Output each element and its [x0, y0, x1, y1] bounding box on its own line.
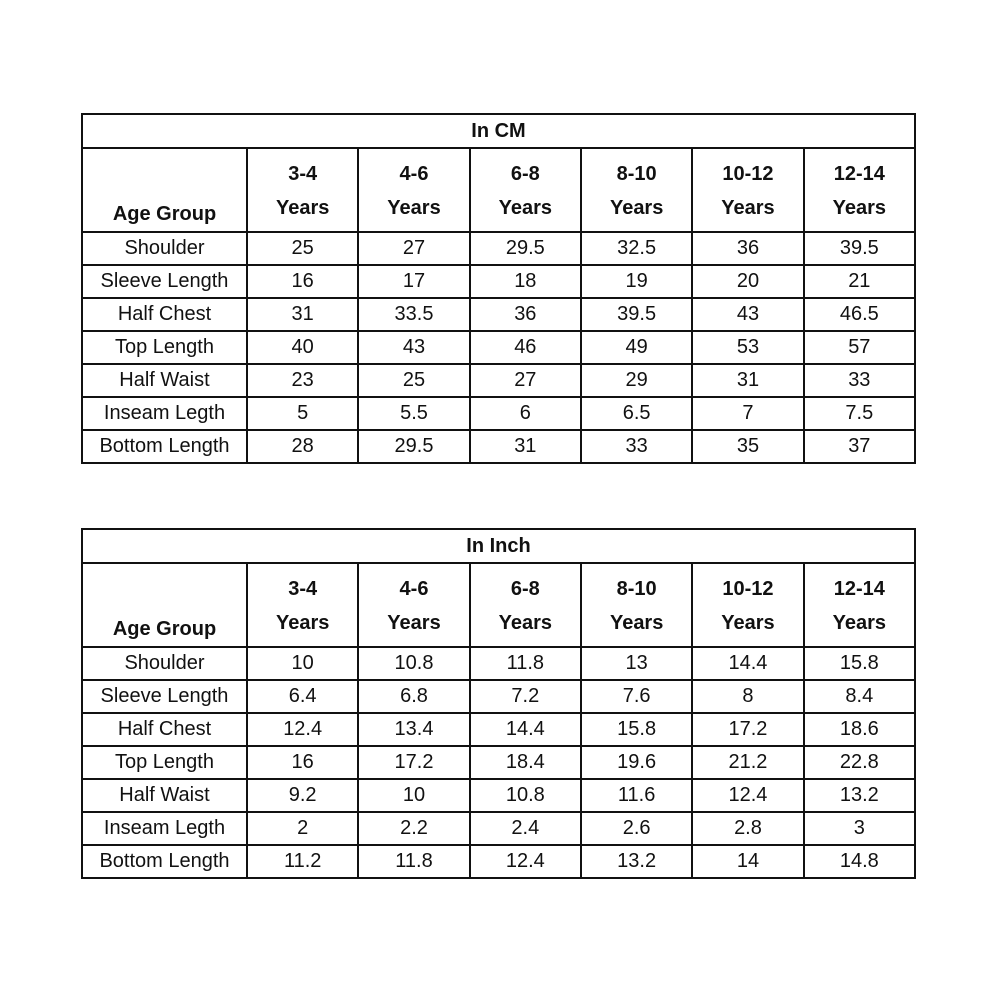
table-cell: 29.5 — [470, 232, 581, 265]
table-cell: 2.8 — [692, 812, 803, 845]
table-cell: 53 — [692, 331, 803, 364]
table-cell: 31 — [247, 298, 358, 331]
table-cell: 37 — [804, 430, 915, 463]
table-cell: 36 — [470, 298, 581, 331]
row-label: Inseam Legth — [82, 812, 247, 845]
column-header — [804, 563, 915, 647]
table-cell: 10.8 — [358, 647, 469, 680]
table-cell: 10.8 — [470, 779, 581, 812]
column-header — [358, 563, 469, 647]
column-header-unit: Years — [275, 197, 330, 219]
table-cell: 5 — [247, 397, 358, 430]
table-cell: 43 — [692, 298, 803, 331]
table-cell: 36 — [692, 232, 803, 265]
table-cell: 8 — [692, 680, 803, 713]
column-header — [247, 148, 358, 232]
column-header-range: 3-4 — [288, 578, 318, 600]
header-row — [82, 563, 915, 647]
table-cell: 16 — [247, 265, 358, 298]
row-label: Bottom Length — [82, 430, 247, 463]
column-header-unit: Years — [609, 197, 664, 219]
column-header-range: 3-4 — [288, 163, 318, 185]
table-cell: 20 — [692, 265, 803, 298]
table-row — [82, 680, 915, 713]
table-cell: 46.5 — [804, 298, 915, 331]
table-cell: 10 — [247, 647, 358, 680]
table-cell: 39.5 — [804, 232, 915, 265]
table-cell: 5.5 — [358, 397, 469, 430]
table-cell: 17 — [358, 265, 469, 298]
age-group-header: Age Group — [82, 563, 247, 647]
table-cell: 8.4 — [804, 680, 915, 713]
column-header — [247, 563, 358, 647]
table-cell: 13.2 — [581, 845, 692, 878]
column-header-unit: Years — [275, 612, 330, 634]
table-cell: 2.2 — [358, 812, 469, 845]
column-header-unit: Years — [498, 612, 553, 634]
column-header — [804, 148, 915, 232]
row-label: Half Chest — [82, 713, 247, 746]
column-header-range: 12-14 — [833, 163, 885, 185]
table-cell: 25 — [247, 232, 358, 265]
table-cell: 11.8 — [358, 845, 469, 878]
row-label: Shoulder — [82, 232, 247, 265]
table-cell: 19.6 — [581, 746, 692, 779]
row-label: Top Length — [82, 331, 247, 364]
size-table-cm — [81, 113, 916, 464]
row-label: Half Waist — [82, 779, 247, 812]
table-cell: 18.6 — [804, 713, 915, 746]
table-row — [82, 364, 915, 397]
table-cell: 39.5 — [581, 298, 692, 331]
table-row — [82, 265, 915, 298]
row-label: Sleeve Length — [82, 265, 247, 298]
column-header-unit: Years — [832, 612, 887, 634]
table-cell: 33 — [581, 430, 692, 463]
table-cell: 14.8 — [804, 845, 915, 878]
table-cell: 7.6 — [581, 680, 692, 713]
table-cell: 33 — [804, 364, 915, 397]
table-cell: 11.8 — [470, 647, 581, 680]
table-cell: 2.4 — [470, 812, 581, 845]
column-header-unit: Years — [387, 197, 441, 219]
column-header-range: 8-10 — [616, 163, 657, 185]
row-label: Shoulder — [82, 647, 247, 680]
table-cell: 19 — [581, 265, 692, 298]
table-cell: 14 — [692, 845, 803, 878]
column-header-range: 10-12 — [722, 163, 774, 185]
table-cell: 6 — [470, 397, 581, 430]
table-cell: 2.6 — [581, 812, 692, 845]
table-row — [82, 713, 915, 746]
table-cell: 18.4 — [470, 746, 581, 779]
table-cell: 10 — [358, 779, 469, 812]
table-row — [82, 647, 915, 680]
table-row — [82, 397, 915, 430]
table-cell: 13.2 — [804, 779, 915, 812]
table-cell: 11.6 — [581, 779, 692, 812]
table-cell: 31 — [692, 364, 803, 397]
table-cell: 6.5 — [581, 397, 692, 430]
table-cell: 7.5 — [804, 397, 915, 430]
table-cell: 31 — [470, 430, 581, 463]
table-cell: 49 — [581, 331, 692, 364]
table-cell: 12.4 — [247, 713, 358, 746]
header-row — [82, 148, 915, 232]
column-header-unit: Years — [721, 197, 775, 219]
table-cell: 40 — [247, 331, 358, 364]
column-header-range: 4-6 — [399, 163, 429, 185]
table-row — [82, 298, 915, 331]
table-cell: 2 — [247, 812, 358, 845]
table-cell: 7.2 — [470, 680, 581, 713]
column-header — [470, 563, 581, 647]
table-row — [82, 430, 915, 463]
table-cell: 18 — [470, 265, 581, 298]
table-cell: 3 — [804, 812, 915, 845]
table-cell: 6.8 — [358, 680, 469, 713]
table-cell: 14.4 — [692, 647, 803, 680]
table-cell: 25 — [358, 364, 469, 397]
table-cell: 23 — [247, 364, 358, 397]
table-cell: 32.5 — [581, 232, 692, 265]
column-header — [581, 148, 692, 232]
table-cell: 14.4 — [470, 713, 581, 746]
table-row — [82, 331, 915, 364]
column-header-range: 4-6 — [399, 578, 429, 600]
table-cell: 46 — [470, 331, 581, 364]
table-caption: In Inch — [82, 529, 915, 563]
table-row — [82, 845, 915, 878]
row-label: Half Waist — [82, 364, 247, 397]
column-header-unit: Years — [609, 612, 664, 634]
size-table-inch — [81, 528, 916, 879]
table-row — [82, 812, 915, 845]
column-header — [692, 563, 803, 647]
table-cell: 7 — [692, 397, 803, 430]
table-cell: 21.2 — [692, 746, 803, 779]
row-label: Top Length — [82, 746, 247, 779]
table-cell: 29.5 — [358, 430, 469, 463]
row-label: Sleeve Length — [82, 680, 247, 713]
column-header — [692, 148, 803, 232]
row-label: Half Chest — [82, 298, 247, 331]
table-cell: 29 — [581, 364, 692, 397]
column-header-range: 10-12 — [722, 578, 774, 600]
table-cell: 15.8 — [581, 713, 692, 746]
table-cell: 35 — [692, 430, 803, 463]
table-cell: 27 — [470, 364, 581, 397]
table-cell: 57 — [804, 331, 915, 364]
table-cell: 13.4 — [358, 713, 469, 746]
table-cell: 43 — [358, 331, 469, 364]
column-header-range: 12-14 — [833, 578, 885, 600]
table-cell: 11.2 — [247, 845, 358, 878]
table-cell: 12.4 — [470, 845, 581, 878]
table-row — [82, 232, 915, 265]
column-header-range: 6-8 — [510, 578, 540, 600]
table-cell: 12.4 — [692, 779, 803, 812]
column-header-unit: Years — [832, 197, 887, 219]
table-cell: 27 — [358, 232, 469, 265]
column-header-unit: Years — [721, 612, 775, 634]
table-cell: 9.2 — [247, 779, 358, 812]
age-group-header: Age Group — [82, 148, 247, 232]
table-cell: 6.4 — [247, 680, 358, 713]
table-cell: 15.8 — [804, 647, 915, 680]
column-header-unit: Years — [498, 197, 553, 219]
table-cell: 33.5 — [358, 298, 469, 331]
table-row — [82, 779, 915, 812]
column-header — [358, 148, 469, 232]
table-cell: 21 — [804, 265, 915, 298]
column-header-range: 6-8 — [510, 163, 540, 185]
row-label: Bottom Length — [82, 845, 247, 878]
table-cell: 17.2 — [692, 713, 803, 746]
column-header — [581, 563, 692, 647]
table-cell: 16 — [247, 746, 358, 779]
table-cell: 13 — [581, 647, 692, 680]
column-header-range: 8-10 — [616, 578, 657, 600]
table-cell: 28 — [247, 430, 358, 463]
column-header — [470, 148, 581, 232]
table-row — [82, 746, 915, 779]
column-header-unit: Years — [387, 612, 441, 634]
table-caption: In CM — [82, 114, 915, 148]
caption-row — [82, 114, 915, 148]
table-cell: 22.8 — [804, 746, 915, 779]
row-label: Inseam Legth — [82, 397, 247, 430]
caption-row — [82, 529, 915, 563]
table-cell: 17.2 — [358, 746, 469, 779]
